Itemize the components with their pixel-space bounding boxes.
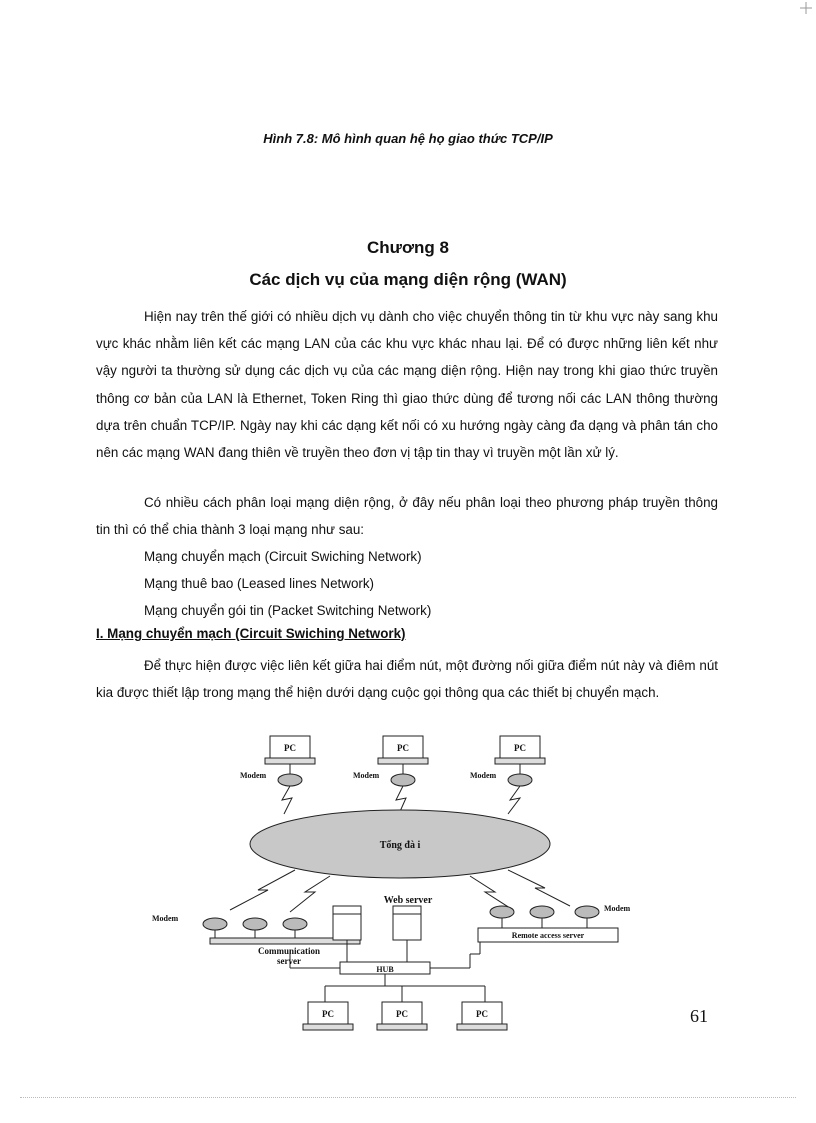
section-paragraph: Để thực hiện được việc liên kết giữa hai điểm nút, một đường nối giữa điểm nút này và điêm nút kia được thiết lập trong mạng thể hiện dưới dạng cuộc gọi thông qua các thiết bị chuyển mạch. (96, 658, 718, 701)
list-item: Mạng chuyển gói tin (Packet Switching Network) (144, 603, 432, 619)
modem-icon (278, 774, 302, 786)
modem-icon (530, 906, 554, 918)
modem-icon (490, 906, 514, 918)
modem-label: Modem (604, 904, 631, 913)
communication-server-label: server (277, 956, 301, 966)
list-item: Mạng chuyển mạch (Circuit Swiching Network) (144, 549, 422, 564)
page-number: 61 (690, 1006, 708, 1026)
modem-label: Modem (152, 914, 179, 923)
chapter-number: Chương 8 (366, 238, 449, 257)
corner-mark-icon (800, 2, 812, 14)
section-heading: I. Mạng chuyển mạch (Circuit Swiching Network) (96, 626, 406, 641)
modem-icon (243, 918, 267, 930)
pc-label: PC (514, 743, 526, 753)
modem-label: Modem (240, 771, 267, 780)
modem-label: Modem (470, 771, 497, 780)
web-server-icon (333, 906, 421, 940)
modem-label: Modem (353, 771, 380, 780)
intro-paragraph: Hiện nay trên thế giới có nhiều dịch vụ dành cho việc chuyển thông tin từ khu vực này sang khu vực khác nhằm liên kết các mạng LAN của các khu vực khác nhau lại. Để có được những liên kết như vậy người ta thường sử dụng các dịch vụ của các mạng diện rộng. Hiện nay trong khi giao thức truyền thông cơ bản của LAN là Ethernet, Token Ring thì giao thức dùng để tương nối các LAN thông thường dựa trên chuẩn TCP/IP. Ngày nay khi các dạng kết nối có xu hướng ngày càng đa dạng và phân tán cho nên các mạng WAN đang thiên về truyền theo đơn vị tập tin thay vì truyền một lần xử lý. (96, 309, 718, 461)
pc-label: PC (396, 1009, 408, 1019)
modem-icon (203, 918, 227, 930)
pc-label: PC (476, 1009, 488, 1019)
modem-icon (391, 774, 415, 786)
communication-server-label: Communication (257, 946, 321, 956)
pc-label: PC (284, 743, 296, 753)
network-type-list (144, 543, 431, 625)
modem-icon (283, 918, 307, 930)
remote-access-server-label: Remote access server (511, 931, 585, 940)
list-item: Mạng thuê bao (Leased lines Network) (144, 576, 375, 592)
switchboard-label: Tổng đà i (379, 840, 421, 851)
pc-label: PC (322, 1009, 334, 1019)
pc-label: PC (397, 743, 409, 753)
web-server-label: Web server (383, 895, 433, 906)
classification-paragraph: Có nhiều cách phân loại mạng diện rộng, ở đây nếu phân loại theo phương pháp truyền thông tin thì có thể chia thành 3 loại mạng như sau: (96, 495, 718, 538)
chapter-title: Các dịch vụ của mạng diện rộng (WAN) (249, 270, 567, 289)
circuit-switching-diagram (140, 728, 670, 1038)
footer-divider (20, 1097, 796, 1098)
figure-caption: Hình 7.8: Mô hình quan hệ họ giao thức TCP/IP (263, 131, 553, 146)
modem-icon (508, 774, 532, 786)
modem-icon (575, 906, 599, 918)
hub-label: HUB (376, 965, 394, 974)
